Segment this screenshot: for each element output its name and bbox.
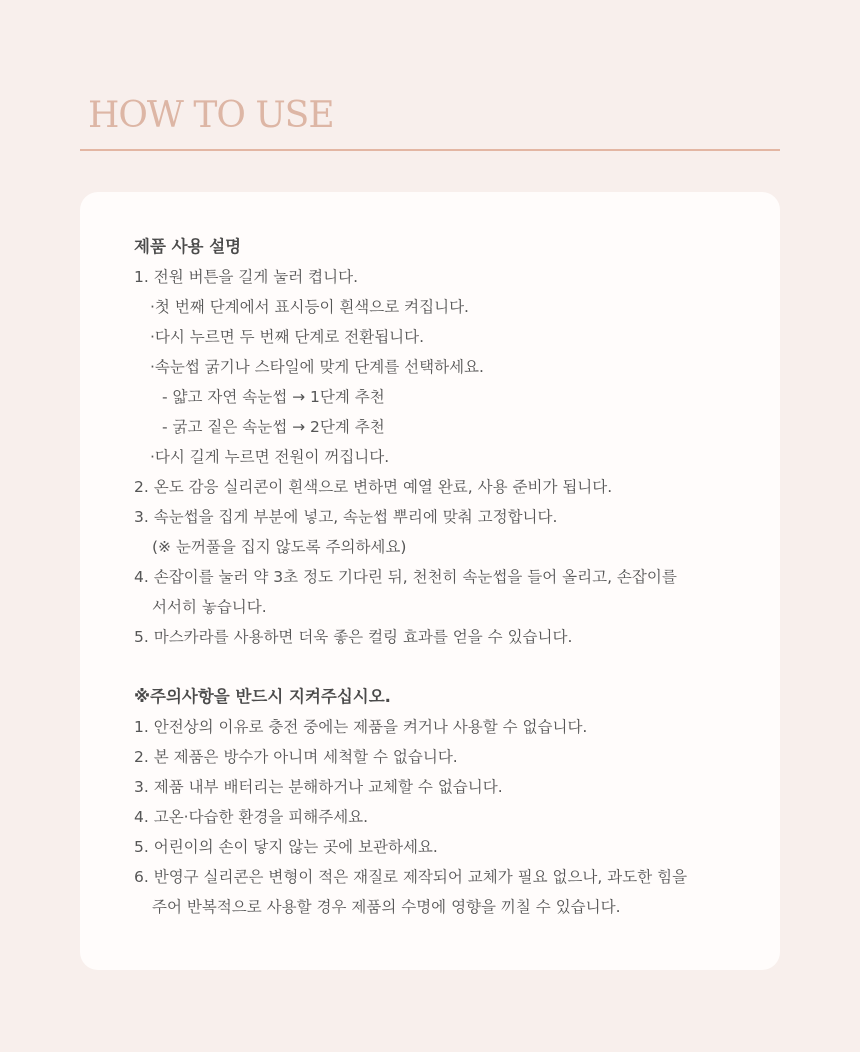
usage-step-3: 3. 속눈썹을 집게 부분에 넣고, 속눈썹 뿌리에 맞춰 고정합니다.	[134, 508, 558, 526]
usage-step-3-note: (※ 눈꺼풀을 집지 않도록 주의하세요)	[152, 538, 407, 556]
caution-item-4: 4. 고온·다습한 환경을 피해주세요.	[134, 808, 369, 826]
caution-item-1: 1. 안전상의 이유로 충전 중에는 제품을 켜거나 사용할 수 없습니다.	[134, 718, 588, 736]
instructions-content	[134, 232, 754, 922]
section-spacer	[134, 652, 754, 682]
usage-step-1: 1. 전원 버튼을 길게 눌러 켭니다.	[134, 268, 359, 286]
usage-step-1-note: ·다시 누르면 두 번째 단계로 전환됩니다.	[150, 328, 425, 346]
caution-item-5: 5. 어린이의 손이 닿지 않는 곳에 보관하세요.	[134, 838, 438, 856]
usage-step-1-subnote: - 얇고 자연 속눈썹 → 1단계 추천	[162, 388, 385, 406]
usage-step-4-continued: 서서히 놓습니다.	[152, 598, 267, 616]
page-title: HOW TO USE	[88, 95, 334, 136]
caution-item-3: 3. 제품 내부 배터리는 분해하거나 교체할 수 없습니다.	[134, 778, 503, 796]
instructions-card	[80, 192, 780, 970]
usage-heading: 제품 사용 설명	[134, 237, 242, 256]
title-divider	[80, 149, 780, 151]
caution-item-6: 6. 반영구 실리콘은 변형이 적은 재질로 제작되어 교체가 필요 없으나, 과도한 힘을	[134, 868, 688, 886]
caution-item-2: 2. 본 제품은 방수가 아니며 세척할 수 없습니다.	[134, 748, 458, 766]
usage-step-5: 5. 마스카라를 사용하면 더욱 좋은 컬링 효과를 얻을 수 있습니다.	[134, 628, 573, 646]
caution-item-6-continued: 주어 반복적으로 사용할 경우 제품의 수명에 영향을 끼칠 수 있습니다.	[152, 898, 621, 916]
usage-step-1-subnote: - 굵고 짙은 속눈썹 → 2단계 추천	[162, 418, 385, 436]
usage-step-1-note: ·속눈썹 굵기나 스타일에 맞게 단계를 선택하세요.	[150, 358, 484, 376]
caution-heading: ※주의사항을 반드시 지켜주십시오.	[134, 687, 391, 706]
usage-step-1-note: ·다시 길게 누르면 전원이 꺼집니다.	[150, 448, 390, 466]
usage-step-1-note: ·첫 번째 단계에서 표시등이 흰색으로 켜집니다.	[150, 298, 469, 316]
usage-step-4: 4. 손잡이를 눌러 약 3초 정도 기다린 뒤, 천천히 속눈썹을 들어 올리고, 손잡이를	[134, 568, 677, 586]
usage-step-2: 2. 온도 감응 실리콘이 흰색으로 변하면 예열 완료, 사용 준비가 됩니다.	[134, 478, 613, 496]
